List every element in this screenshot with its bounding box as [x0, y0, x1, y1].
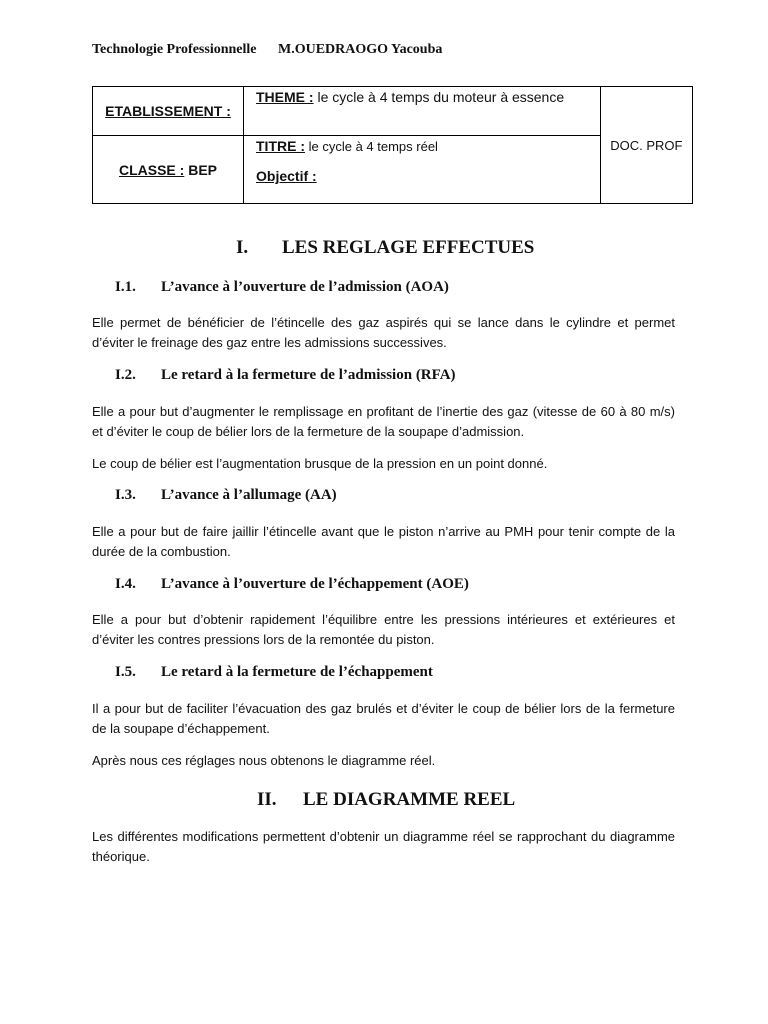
classe-label: CLASSE :	[118, 161, 185, 178]
paragraph-diagramme: Les différentes modifications permettent d’obtenir un diagramme réel se rapprochant du diagramme théorique.	[92, 829, 675, 864]
classe-cell	[93, 136, 244, 204]
subsection-1-3-heading	[115, 487, 337, 504]
subsection-title: L’avance à l’ouverture de l’admission (AOA)	[161, 279, 449, 295]
paragraph-rfe: Il a pour but de faciliter l’évacuation des gaz brulés et d’éviter le coup de bélier lors de la fermeture de la soupape d’échappement.	[92, 701, 675, 736]
subsection-title: Le retard à la fermeture de l’échappement	[161, 664, 433, 680]
etablissement-cell	[93, 87, 244, 136]
paragraph-coup-de-belier: Le coup de bélier est l’augmentation brusque de la pression en un point donné.	[92, 456, 548, 471]
subsection-title: L’avance à l’ouverture de l’échappement (AOE)	[161, 576, 469, 592]
subsection-number: I.2.	[115, 367, 136, 383]
paragraph-aa: Elle a pour but de faire jaillir l’étincelle avant que le piston n’arrive au PMH pour tenir compte de la durée de la combustion.	[92, 524, 675, 559]
subsection-number: I.5.	[115, 664, 136, 680]
section-2-title: LE DIAGRAMME REEL	[303, 789, 516, 810]
section-1-title: LES REGLAGE EFFECTUES	[282, 237, 535, 258]
info-table	[92, 86, 693, 204]
section-1-number: I.	[236, 237, 249, 258]
paragraph-conclusion: Après nous ces réglages nous obtenons le diagramme réel.	[92, 753, 436, 768]
objectif-label: Objectif :	[256, 168, 317, 184]
theme-label: THEME :	[256, 89, 314, 105]
titre-value: le cycle à 4 temps réel	[305, 139, 438, 154]
etablissement-label: ETABLISSEMENT :	[105, 103, 231, 119]
subsection-1-4-heading	[115, 576, 469, 593]
paragraph-aoe: Elle a pour but d’obtenir rapidement l’équilibre entre les pressions intérieures et extérieures et d’éviter les contres pressions lors de la remontée du piston.	[92, 612, 675, 647]
subsection-1-1-heading	[115, 279, 449, 296]
titre-label: TITRE :	[256, 138, 305, 154]
subsection-title: Le retard à la fermeture de l’admission (RFA)	[161, 367, 456, 383]
theme-value: le cycle à 4 temps du moteur à essence	[313, 89, 565, 105]
subsection-1-5-heading	[115, 664, 433, 681]
section-1-heading	[236, 237, 534, 259]
section-2-heading	[257, 789, 515, 811]
theme-cell	[244, 87, 601, 136]
paragraph-aoa: Elle permet de bénéficier de l’étincelle des gaz aspirés qui se lance dans le cylindre et permet d’éviter le freinage des gaz entre les admissions successives.	[92, 315, 675, 350]
doc-cell	[600, 87, 692, 204]
section-2-number: II.	[257, 789, 277, 810]
document-header	[92, 42, 442, 58]
subsection-number: I.3.	[115, 487, 136, 503]
header-author: M.OUEDRAOGO Yacouba	[278, 42, 443, 57]
subsection-number: I.1.	[115, 279, 136, 295]
classe-value: BEP	[184, 161, 218, 178]
doc-label: DOC. PROF	[610, 137, 683, 153]
subsection-1-2-heading	[115, 367, 456, 384]
subsection-title: L’avance à l’allumage (AA)	[161, 487, 337, 503]
subsection-number: I.4.	[115, 576, 136, 592]
paragraph-rfa: Elle a pour but d’augmenter le remplissage en profitant de l’inertie des gaz (vitesse de 60 à 80 m/s) et d’éviter le coup de bélier lors de la fermeture de la soupape d’admission.	[92, 404, 675, 439]
titre-cell	[244, 136, 601, 204]
header-subject: Technologie Professionnelle	[92, 42, 257, 57]
